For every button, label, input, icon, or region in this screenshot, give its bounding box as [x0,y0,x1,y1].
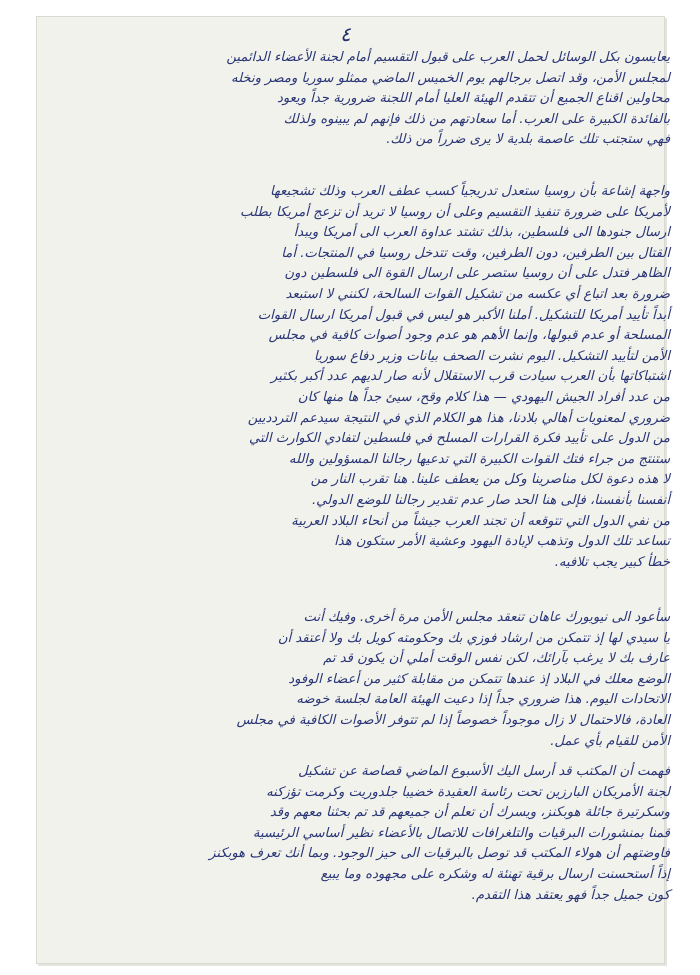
paragraph-3: سأعود الى نيويورك عاهان تنعقد مجلس الأمن مرة أخرى. وفيك أنت يا سيدي لها إذ تتمكن من ارشاد فوزي بك وحكومته كويل بك ولا أعتقد أن عارف بك لا يرغب بآرائك، لكن نفس الوقت أملي أن يكون قد تم الوضع معلك في البلاد إذ عندها تتمكن من مقابلة كثير من أعضاء الوفود الاتحادات اليوم. هذا ضروري جداً إذا دعيت الهيئة العامة لجلسة خوضه العادة، فالاحتمال لا زال موجوداً خصوصاً إذا لم تتوفر الأصوات الكافية في مجلس الأمن للقيام بأي عمل. [236,610,670,749]
paragraph-2: واجهة إشاعة بأن روسيا ستعدل تدريجياً كسب عطف العرب وذلك تشجيعها لأمريكا على ضرورة تنفيذ التقسيم وعلى أن روسيا لا تريد أن تزعج أمريكا بطلب ارسال جنودها الى فلسطين، بذلك تشتد عداوة العرب الى أمريكا ويبدأ القتال بين الطرفين، دون الطرفين، وقت تتدخل روسيا في المنتجات. أما الظاهر فتدل على أن روسيا ستصر على ارسال القوة الى فلسطين دون ضرورة بعد اتباع أي عكسه من تشكيل القوات السالحة، لكنني لا استبعد أبداً تأييد أمريكا للتشكيل. أملنا الأكبر هو ليس في قبول أمريكا ارسال القوات المسلحة أو عدم قبولها، وإنما الأهم هو عدم وجود أصوات كافية في مجلس الأمن لتأييد التشكيل. اليوم نشرت الصحف بيانات وزير دفاع سوريا اشتباكاتها بأن العرب سيادت قرب الاستقلال لأنه صار لديهم عدد أكبر بكثير من عدد أفراد الجيش اليهودي — هذا كلام وقح، سيئ جداً ها منها كان ضروري لمعنويات أهالي بلادنا، هذا هو الكلام الذي في النتيجة سيدعم التردديين من الدول على تأييد فكرة القرارات المسلح في فلسطين لتفادي الكوارث التي ستنتج من جراء فتك القوات الكبيرة التي تدعيها رجالنا المسؤولين والله لا هذه دعوة لكل مناصرينا وكل من يعطف علينا. هنا تقرب النار من أنفسنا بأنفسنا، فإلى هنا الحد صار عدم تقدير رجالنا للوضع الدولي. من نفي الدول التي تتوقعه أن تجند العرب جيشاً من أنحاء البلاد العربية تساعد تلك الدول وتذهب لإبادة اليهود وعشية الأمر ستكون هذا خطأ كبير يجب تلافيه. [240,184,670,570]
paragraph-4: فهمت أن المكتب قد أرسل اليك الأسبوع الماضي قصاصة عن تشكيل لجنة الأمريكان البارزين تحت رئاسة العقيدة خضيبا جلدوريت وكرمت تؤزكنه وسكرتيرة جائلة هوبكنز، ويسرك أن تعلم أن جميعهم قد تم بحثنا معهم وقد قمنا بمنشورات البرقيات والتلغرافات للاتصال بالأعضاء نظير أساسي الرئيسية فاوضتهم أن هولاء المكتب قد توصل بالبرقيات الى حيز الوجود. وبما أنك تعرف هوبكنز إذاً أستحسنت ارسال برقية تهنئة له وشكره على مجهوده وما يبيع كون جميل جداً فهو يعتقد هذا التقدم. [209,764,670,903]
page-number: ٤ [340,22,351,46]
paragraph-1: يعايسون بكل الوسائل لحمل العرب على قبول التقسيم أمام لجنة الأعضاء الدائمين لمجلس الأمن، وقد اتصل برجالهم يوم الخميس الماضي ممثلو سوريا ومصر ونخله محاولين اقناع الجميع أن تتقدم الهيئة العليا أمام اللجنة ضرورية جداً ويعود بالفائدة الكبيرة على العرب. أما سعادتهم من ذلك فإنهم لم يبينوه ولذلك فهي ستجتب تلك عاصمة بلدية لا يرى ضرراً من ذلك. [226,50,670,148]
